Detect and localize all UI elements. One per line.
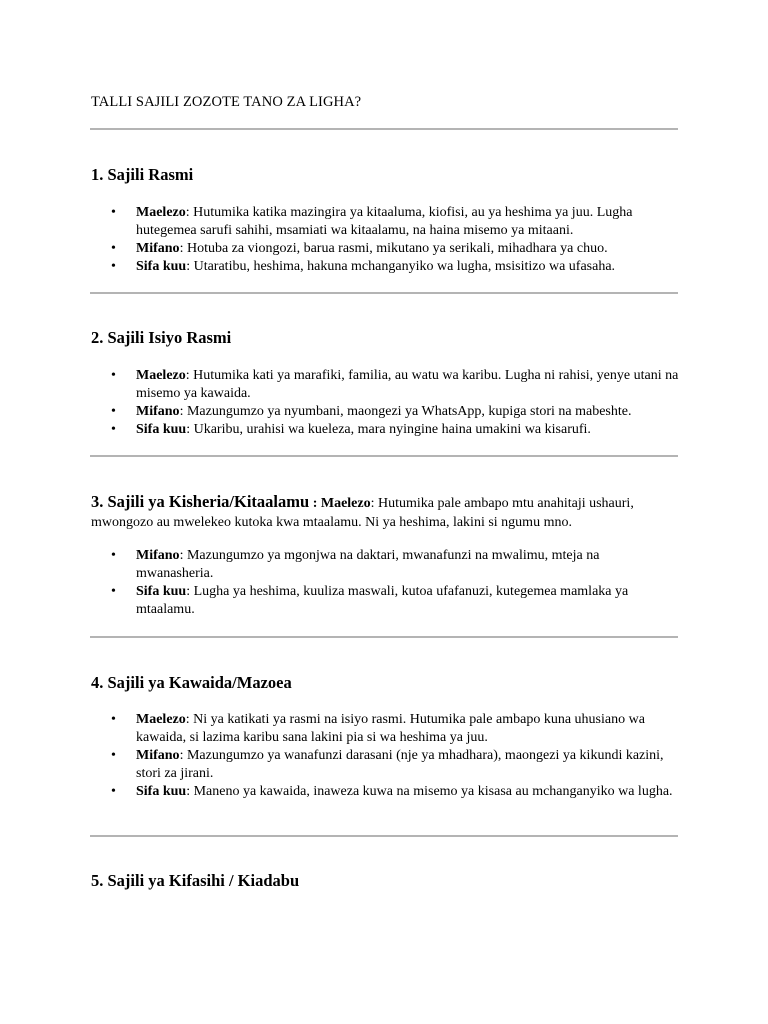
item-label: Mifano (136, 748, 180, 763)
item-label: Maelezo (136, 205, 186, 220)
item-text: : Lugha ya heshima, kuuliza maswali, kutoa ufafanuzi, kutegemea mamlaka ya mtaalamu. (136, 584, 629, 617)
heading-separator: : (309, 496, 321, 511)
item-label: Maelezo (136, 712, 186, 727)
item-label: Mifano (136, 548, 180, 563)
divider (90, 455, 678, 457)
section-1-list (90, 204, 680, 276)
item-label: Sifa kuu (136, 422, 187, 437)
list-item (136, 711, 680, 747)
list-item (136, 367, 680, 403)
list-item (136, 747, 680, 783)
item-text: : Ukaribu, urahisi wa kueleza, mara nyingine haina umakini wa kisarufi. (186, 422, 591, 437)
document-title: TALLI SAJILI ZOZOTE TANO ZA LIGHA? (91, 94, 362, 110)
section-4-list (90, 711, 680, 801)
item-text: : Hutumika pale ambapo mtu anahitaji ushauri, mwongozo au mwelekeo kutoka kwa mtaalamu. Ni ya heshima, lakini si ngumu mno. (91, 496, 634, 530)
item-text: : Hutumika kati ya marafiki, familia, au watu wa karibu. Lugha ni rahisi, yenye utani na misemo ya kawaida. (136, 368, 679, 401)
section-5-heading: 5. Sajili ya Kifasihi / Kiadabu (91, 871, 300, 890)
section-3-intro (91, 492, 681, 532)
item-label: Sifa kuu (136, 784, 187, 799)
list-item (136, 403, 680, 421)
item-text: : Mazungumzo ya wanafunzi darasani (nje ya mhadhara), maongezi ya kikundi kazini, stori za jirani. (136, 748, 664, 781)
divider (90, 636, 678, 638)
divider (90, 835, 678, 837)
section-1-heading: 1. Sajili Rasmi (91, 165, 194, 184)
list-item (136, 783, 680, 801)
section-3-list (90, 547, 680, 619)
divider (90, 292, 678, 294)
section-2-heading: 2. Sajili Isiyo Rasmi (91, 328, 232, 347)
list-item (136, 240, 680, 258)
item-text: : Maneno ya kawaida, inaweza kuwa na misemo ya kisasa au mchanganyiko wa lugha. (186, 784, 673, 799)
list-item (136, 204, 680, 240)
section-2-list (90, 367, 680, 439)
item-text: : Ni ya katikati ya rasmi na isiyo rasmi. Hutumika pale ambapo kuna uhusiano wa kawaida, si lazima karibu sana lakini pia si wa heshima ya juu. (136, 712, 645, 745)
divider (90, 128, 678, 130)
item-label: Mifano (136, 241, 180, 256)
list-item (136, 421, 680, 439)
section-3-heading: 3. Sajili ya Kisheria/Kitaalamu (91, 492, 310, 511)
item-text: : Hotuba za viongozi, barua rasmi, mikutano ya serikali, mihadhara ya chuo. (179, 241, 608, 256)
item-text: : Mazungumzo ya mgonjwa na daktari, mwanafunzi na mwalimu, mteja na mwanasheria. (136, 548, 600, 581)
item-label: Sifa kuu (136, 584, 187, 599)
list-item (136, 547, 680, 583)
item-text: : Hutumika katika mazingira ya kitaaluma, kiofisi, au ya heshima ya juu. Lugha hutegemea sarufi sahihi, msamiati wa kitaalamu, na haina misemo ya mitaani. (136, 205, 633, 238)
list-item (136, 258, 680, 276)
item-label: Mifano (136, 404, 180, 419)
item-label: Maelezo (320, 496, 371, 511)
section-4-heading: 4. Sajili ya Kawaida/Mazoea (91, 673, 292, 692)
item-label: Sifa kuu (136, 259, 187, 274)
item-text: : Mazungumzo ya nyumbani, maongezi ya WhatsApp, kupiga stori na mabeshte. (179, 404, 632, 419)
item-text: : Utaratibu, heshima, hakuna mchanganyiko wa lugha, msisitizo wa ufasaha. (186, 259, 616, 274)
item-label: Maelezo (136, 368, 186, 383)
list-item (136, 583, 680, 619)
